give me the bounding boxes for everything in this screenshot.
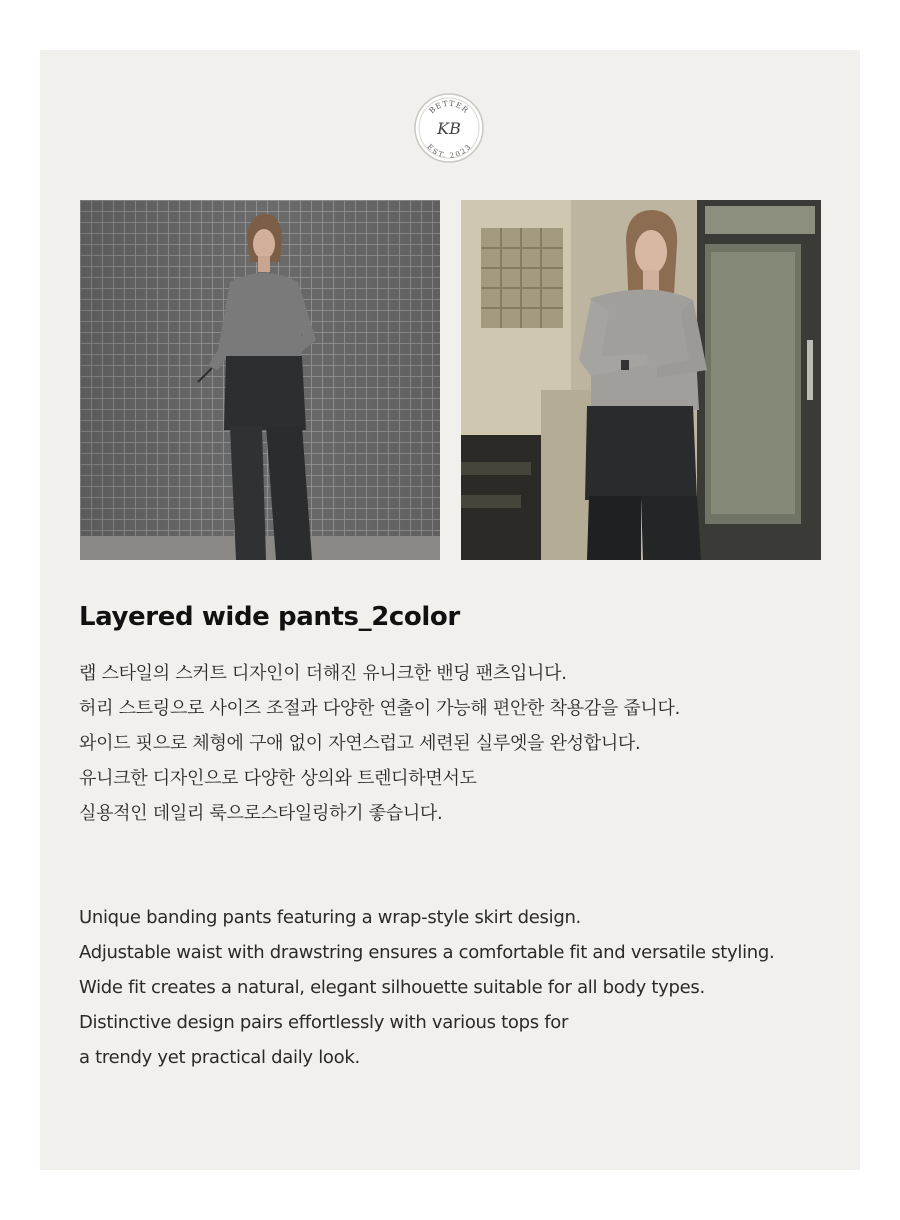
logo-top-text: BETTER — [427, 98, 471, 116]
product-photo-1 — [80, 200, 440, 560]
description-line: Distinctive design pairs effortlessly with various tops for — [79, 1012, 569, 1033]
description-korean — [79, 656, 680, 831]
description-line: 실용적인 데일리 룩으로스타일링하기 좋습니다. — [79, 803, 443, 824]
description-line: 와이드 핏으로 체형에 구애 없이 자연스럽고 세련된 실루엣을 완성합니다. — [79, 733, 641, 754]
description-english — [79, 900, 774, 1075]
product-title: Layered wide pants_2color — [79, 602, 460, 632]
brand-logo — [413, 92, 485, 164]
logo-bottom-text: EST. 2023 — [425, 142, 473, 160]
product-detail-card — [40, 50, 860, 1170]
model-photo-grid-wall-icon — [80, 200, 440, 560]
product-photo-2 — [461, 200, 821, 560]
model-photo-interior-door-icon — [461, 200, 821, 560]
description-line: 허리 스트링으로 사이즈 조절과 다양한 연출이 가능해 편안한 착용감을 줍니다. — [79, 698, 681, 719]
description-line: Wide fit creates a natural, elegant silhouette suitable for all body types. — [79, 977, 705, 998]
description-line: a trendy yet practical daily look. — [79, 1047, 360, 1068]
logo-monogram: KB — [437, 119, 461, 138]
description-line: 랩 스타일의 스커트 디자인이 더해진 유니크한 밴딩 팬츠입니다. — [79, 663, 567, 684]
description-line: Adjustable waist with drawstring ensures a comfortable fit and versatile styling. — [79, 942, 775, 963]
description-line: 유니크한 디자인으로 다양한 상의와 트렌디하면서도 — [79, 768, 477, 789]
description-line: Unique banding pants featuring a wrap-style skirt design. — [79, 907, 581, 928]
